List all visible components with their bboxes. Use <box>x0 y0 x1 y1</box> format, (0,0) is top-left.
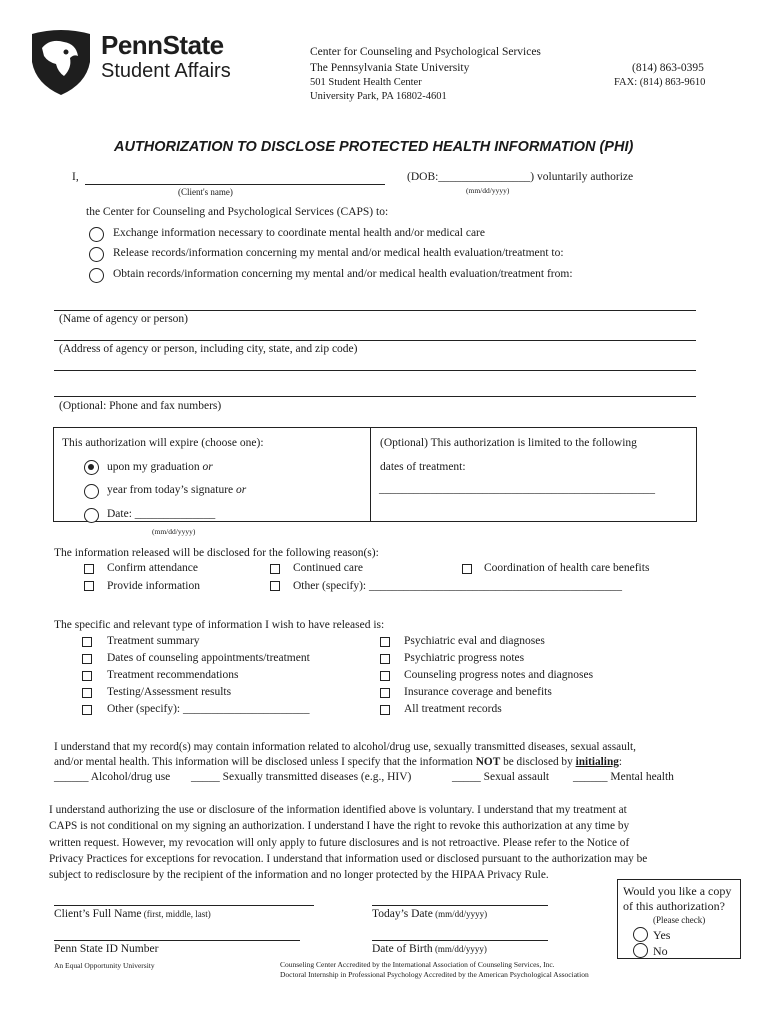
purpose-radio-exchange[interactable] <box>89 227 104 242</box>
type-left-item: Treatment recommendations <box>107 669 239 681</box>
type-left-checkbox-2[interactable] <box>82 671 92 681</box>
expire-option-year: year from today’s signature or <box>107 484 247 496</box>
expire-date-caption: (mm/dd/yyyy) <box>152 527 196 536</box>
expire-radio-graduation[interactable] <box>84 460 99 475</box>
client-name-caption: (Client's name) <box>178 187 233 197</box>
reason-continued: Continued care <box>293 562 363 574</box>
penn-state-logo <box>28 28 258 98</box>
voluntary-line: subject to redisclosure by the recipient of the information and no longer protected by the HIPAA Privacy Rule. <box>49 869 549 882</box>
type-right-item: Insurance coverage and benefits <box>404 686 552 698</box>
reason-checkbox-continued[interactable] <box>270 564 280 574</box>
copy-radio-no[interactable] <box>633 943 648 958</box>
type-right-checkbox-3[interactable] <box>380 688 390 698</box>
agency-address-field[interactable] <box>54 340 696 341</box>
reason-coordination: Coordination of health care benefits <box>484 562 650 574</box>
agency-phone-field[interactable] <box>54 396 696 397</box>
type-right-item: Psychiatric eval and diagnoses <box>404 635 545 647</box>
dob-field[interactable] <box>372 940 548 941</box>
header-org: Center for Counseling and Psychological Services <box>310 46 541 58</box>
type-left-checkbox-0[interactable] <box>82 637 92 647</box>
type-left-item[interactable]: Other (specify): ______________________ <box>107 703 310 715</box>
copy-no: No <box>653 944 668 958</box>
type-left-item: Testing/Assessment results <box>107 686 232 698</box>
type-left-item: Dates of counseling appointments/treatment <box>107 652 310 664</box>
nittany-lion-shield-icon <box>28 28 94 96</box>
logo-student-affairs: Student Affairs <box>101 60 231 82</box>
limited-dates-field[interactable]: ________________________________________________ <box>379 483 655 495</box>
psu-id-field[interactable] <box>54 940 300 941</box>
reason-checkbox-coordination[interactable] <box>462 564 472 574</box>
client-name-field[interactable] <box>85 184 385 185</box>
type-left-checkbox-3[interactable] <box>82 688 92 698</box>
type-right-checkbox-4[interactable] <box>380 705 390 715</box>
sensitive-std[interactable]: _____ Sexually transmitted diseases (e.g., HIV) <box>191 771 412 783</box>
sensitive-mental[interactable]: ______ Mental health <box>573 771 674 783</box>
header-addr2: University Park, PA 16802-4601 <box>310 91 447 102</box>
i-label: I, <box>72 171 79 183</box>
limited-label: (Optional) This authorization is limited to the following <box>380 437 637 449</box>
today-date-label: Today’s Date (mm/dd/yyyy) <box>372 908 488 920</box>
dob-label: (DOB:________________) voluntarily authorize <box>407 171 634 183</box>
expire-box-divider <box>370 427 371 522</box>
reason-checkbox-attendance[interactable] <box>84 564 94 574</box>
footer-accred2: Doctoral Internship in Professional Psychology Accredited by the American Psychological Association <box>280 970 589 979</box>
voluntary-line: CAPS is not conditional on my signing an authorization. I understand I have the right to revoke this authorization at any time by <box>49 820 630 833</box>
purpose-option-exchange: Exchange information necessary to coordinate mental health and/or medical care <box>113 227 485 239</box>
sensitive-alcohol[interactable]: ______ Alcohol/drug use <box>54 771 171 783</box>
form-title: AUTHORIZATION TO DISCLOSE PROTECTED HEALTH INFORMATION (PHI) <box>114 139 634 155</box>
caps-line: the Center for Counseling and Psychological Services (CAPS) to: <box>86 206 389 218</box>
reason-checkbox-provide[interactable] <box>84 581 94 591</box>
type-right-checkbox-0[interactable] <box>380 637 390 647</box>
reason-checkbox-other[interactable] <box>270 581 280 591</box>
full-name-field[interactable] <box>54 905 314 906</box>
full-name-label: Client’s Full Name (first, middle, last) <box>54 908 211 920</box>
voluntary-line: Privacy Practices for exceptions for revocation. I understand that information used or disclosed pursuant to the authorization may be <box>49 852 648 865</box>
header-fax: FAX: (814) 863-9610 <box>614 77 706 88</box>
type-left-checkbox-1[interactable] <box>82 654 92 664</box>
footer-eeo: An Equal Opportunity University <box>54 961 155 970</box>
voluntary-line: written request. However, my revocation will only apply to future disclosures and is not retroactive. Please refer to the Notice of <box>49 836 630 849</box>
today-date-field[interactable] <box>372 905 548 906</box>
purpose-radio-obtain[interactable] <box>89 268 104 283</box>
agency-phone-caption: (Optional: Phone and fax numbers) <box>59 400 222 412</box>
reason-attendance: Confirm attendance <box>107 562 199 574</box>
header-addr1: 501 Student Health Center <box>310 77 422 88</box>
expire-label: This authorization will expire (choose one): <box>62 437 264 449</box>
footer-accred1: Counseling Center Accredited by the International Association of Counseling Services, Inc. <box>280 960 555 969</box>
limited-label-2: dates of treatment: <box>380 461 466 473</box>
purpose-option-obtain: Obtain records/information concerning my mental and/or medical health evaluation/treatment from: <box>113 268 573 280</box>
copy-yes: Yes <box>653 928 671 942</box>
header-univ: The Pennsylvania State University <box>310 62 470 74</box>
agency-address-caption: (Address of agency or person, including city, state, and zip code) <box>59 343 358 355</box>
sensitive-line1: I understand that my record(s) may contain information related to alcohol/drug use, sexually transmitted diseases, sexual assault, <box>54 741 636 753</box>
purpose-option-release: Release records/information concerning my mental and/or medical health evaluation/treatment to: <box>113 247 564 259</box>
copy-note: (Please check) <box>653 915 706 925</box>
copy-line1: Would you like a copy <box>623 884 732 898</box>
type-left-checkbox-4[interactable] <box>82 705 92 715</box>
purpose-radio-release[interactable] <box>89 247 104 262</box>
expire-radio-year[interactable] <box>84 484 99 499</box>
type-right-checkbox-2[interactable] <box>380 671 390 681</box>
type-right-item: All treatment records <box>404 703 502 715</box>
reason-provide: Provide information <box>107 580 200 592</box>
reasons-label: The information released will be disclosed for the following reason(s): <box>54 547 379 559</box>
dob-caption: (mm/dd/yyyy) <box>466 186 510 195</box>
agency-name-caption: (Name of agency or person) <box>59 313 188 325</box>
agency-address-field-2[interactable] <box>54 370 696 371</box>
header-phone: (814) 863-0395 <box>632 62 704 74</box>
type-right-item: Counseling progress notes and diagnoses <box>404 669 594 681</box>
logo-pennstate: PennState <box>101 30 224 60</box>
type-right-checkbox-1[interactable] <box>380 654 390 664</box>
type-right-item: Psychiatric progress notes <box>404 652 525 664</box>
agency-name-field[interactable] <box>54 310 696 311</box>
copy-line2: of this authorization? <box>623 899 725 913</box>
sensitive-assault[interactable]: _____ Sexual assault <box>452 771 550 783</box>
psu-id-label: Penn State ID Number <box>54 943 159 955</box>
voluntary-line: I understand authorizing the use or disclosure of the information identified above is voluntary. I understand that my treatment at <box>49 804 627 816</box>
types-label: The specific and relevant type of information I wish to have released is: <box>54 619 385 631</box>
expire-option-graduation: upon my graduation or <box>107 461 213 473</box>
type-left-item: Treatment summary <box>107 635 200 647</box>
dob-sig-label: Date of Birth (mm/dd/yyyy) <box>372 943 487 955</box>
sensitive-line2: and/or mental health. This information will be disclosed unless I specify that the information NOT be disclosed by initialing: <box>54 756 623 768</box>
copy-radio-yes[interactable] <box>633 927 648 942</box>
reason-other[interactable]: Other (specify): ____________________________________________ <box>293 580 622 592</box>
expire-radio-date[interactable] <box>84 508 99 523</box>
expire-option-date[interactable]: Date: ______________ <box>107 508 216 520</box>
